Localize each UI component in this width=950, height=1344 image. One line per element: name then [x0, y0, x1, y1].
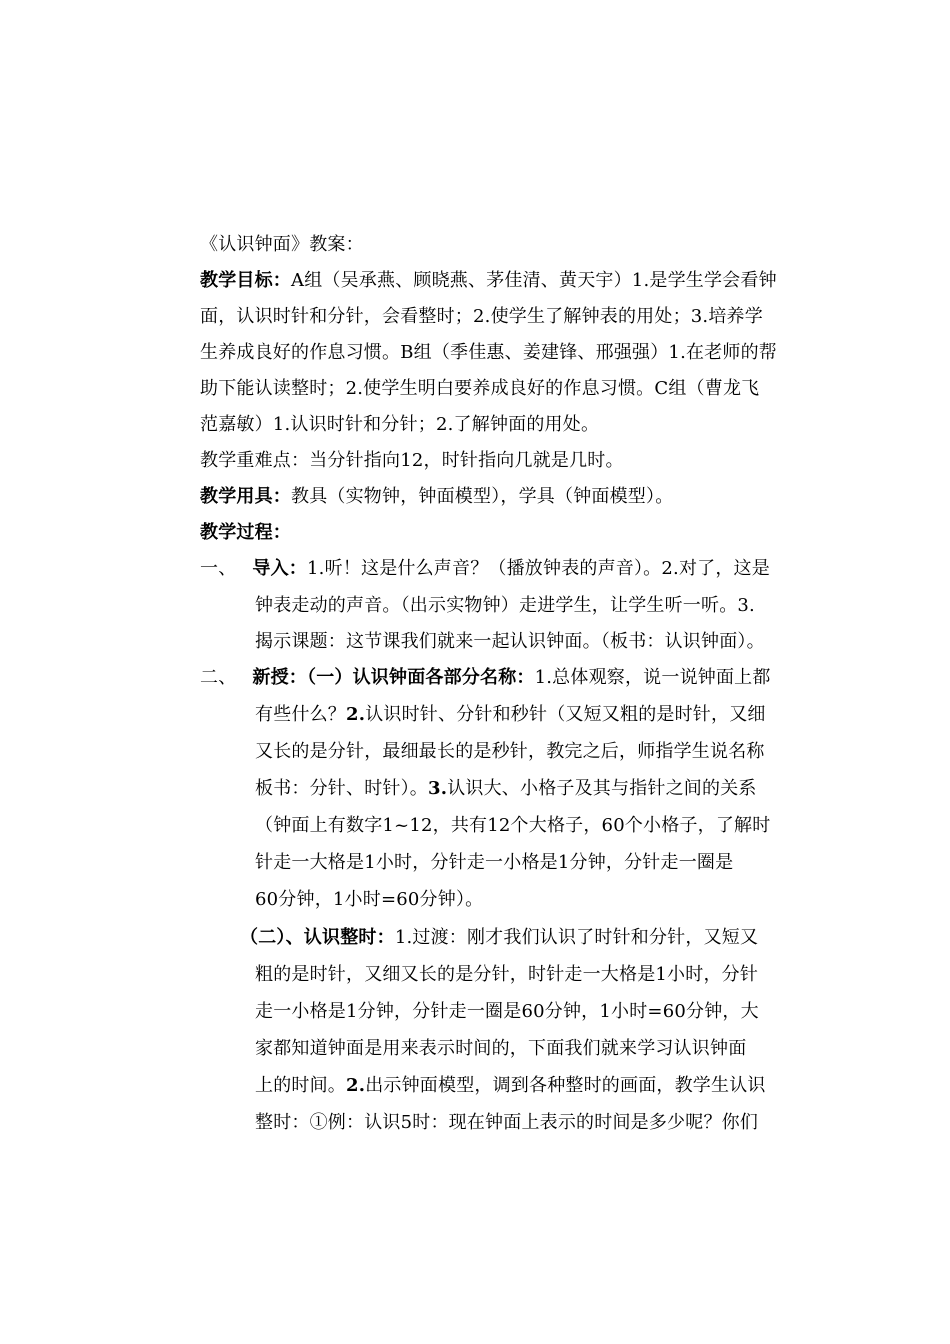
section2b-label: （二）、认识整时： [240, 927, 395, 948]
objectives-label: 教学目标： [200, 270, 291, 291]
section2-line-2 [255, 703, 766, 727]
objectives-line-1 [200, 269, 777, 293]
section2-line-5: （钟面上有数字1~12，共有12个大格子，60个小格子，了解时 [255, 815, 771, 836]
objectives-text-1: A组（吴承燕、顾晓燕、茅佳清、黄天宇）1.是学生学会看钟 [291, 270, 777, 291]
section2b-line-2: 粗的是时针，又细又长的是分针，时针走一大格是1小时，分针 [255, 964, 759, 985]
tools-line [200, 485, 673, 509]
objectives-line-5: 范嘉敏）1.认识时针和分针；2.了解钟面的用处。 [200, 414, 600, 435]
section2b-line-5 [255, 1074, 766, 1098]
section1-line-3: 揭示课题：这节课我们就来一起认识钟面。（板书：认识钟面）。 [255, 631, 765, 652]
section1-text-1: 1.听！这是什么声音？（播放钟表的声音）。2.对了，这是 [307, 558, 770, 579]
section2b-line-4: 家都知道钟面是用来表示时间的，下面我们就来学习认识钟面 [255, 1038, 747, 1059]
section2-num-2: 2. [346, 704, 366, 725]
section2b-num-2: 2. [346, 1075, 366, 1096]
section2-line-4 [255, 777, 757, 801]
process-label: 教学过程： [200, 522, 291, 543]
section2-text-1: 1.总体观察，说一说钟面上都 [534, 667, 771, 688]
tools-label: 教学用具： [200, 486, 291, 507]
section2-marker: 二、 [200, 667, 237, 688]
section2-line-1 [200, 666, 771, 690]
section2b-line-6: 整时：①例：认识5时：现在钟面上表示的时间是多少呢？你们 [255, 1112, 759, 1133]
section1-line-1 [200, 557, 770, 581]
section2b-text-5a: 上的时间。 [255, 1075, 346, 1096]
section2b-line-1 [240, 926, 758, 950]
section2-text-2c: 认识时针、分针和秒针（又短又粗的是时针，又细 [365, 704, 766, 725]
section2-line-6: 针走一大格是1小时，分针走一小格是1分钟，分针走一圈是 [255, 852, 734, 873]
doc-title: 《认识钟面》教案： [200, 234, 364, 255]
section1-label: 导入： [252, 558, 308, 579]
section2b-line-3: 走一小格是1分钟，分针走一圈是60分钟，1小时=60分钟，大 [255, 1001, 759, 1022]
section2-text-4a: 板书：分针、时针）。 [255, 778, 428, 799]
tools-text: 教具（实物钟，钟面模型），学具（钟面模型）。 [291, 486, 674, 507]
objectives-line-4: 助下能认读整时；2.使学生明白要养成良好的作息习惯。C组（曹龙飞 [200, 378, 760, 399]
section2-num-3: 3. [428, 778, 448, 799]
section2-text-2a: 有些什么？ [255, 704, 346, 725]
section1-line-2: 钟表走动的声音。（出示实物钟）走进学生，让学生听一听。3. [255, 595, 755, 616]
keypoints-line: 教学重难点：当分针指向12，时针指向几就是几时。 [200, 450, 624, 471]
section2-text-4c: 认识大、小格子及其与指针之间的关系 [447, 778, 757, 799]
objectives-line-2: 面，认识时针和分针，会看整时；2.使学生了解钟表的用处；3.培养学 [200, 306, 763, 327]
section2b-text-1: 1.过渡：刚才我们认识了时针和分针，又短又 [394, 927, 759, 948]
objectives-line-3: 生养成良好的作息习惯。B组（季佳惠、姜建锋、邢强强）1.在老师的帮 [200, 342, 777, 363]
section2-line-3: 又长的是分针，最细最长的是秒针，教完之后，师指学生说名称 [255, 741, 765, 762]
section1-marker: 一、 [200, 558, 237, 579]
section2b-text-5c: 出示钟面模型，调到各种整时的画面，教学生认识 [365, 1075, 766, 1096]
section2-line-7: 60分钟，1小时=60分钟）。 [255, 889, 484, 910]
section2-label: 新授：（一）认识钟面各部分名称： [252, 667, 535, 688]
